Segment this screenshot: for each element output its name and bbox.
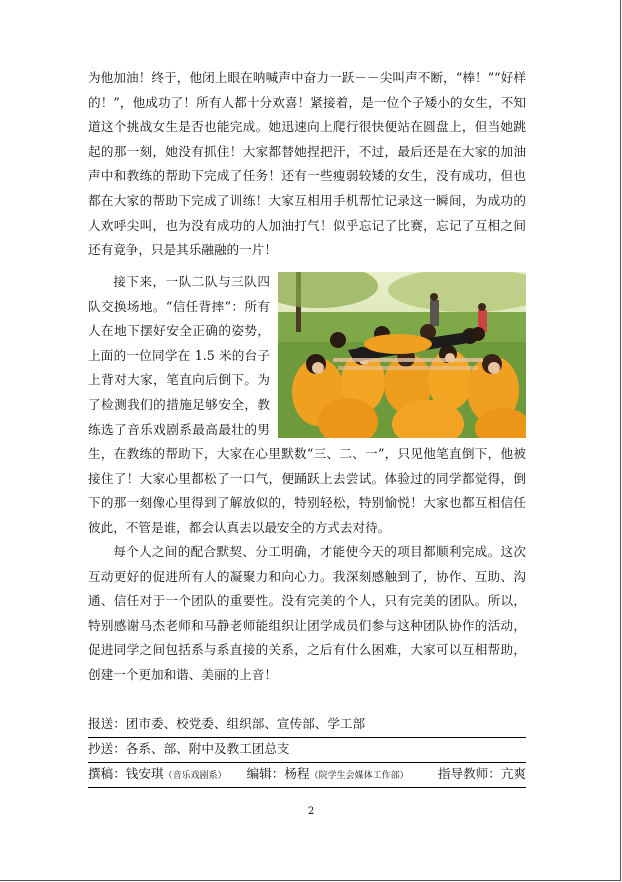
footer-author-dept: （音乐戏剧系） <box>163 771 227 781</box>
footer-report: 报送：团市委、校党委、组织部、宣传部、学工部 <box>88 716 366 731</box>
paragraph-1 <box>88 66 526 263</box>
footer-author: 撰稿：钱安琪 <box>88 766 164 781</box>
footer-editor-dept: （院学生会媒体工作部） <box>309 771 409 781</box>
page-number: 2 <box>307 806 315 817</box>
paragraph-1-text: 为他加油！终于，他闭上眼在呐喊声中奋力一跃－－尖叫声不断，“棒！”“好样的！”，他成功了！所有人都十分欢喜！紧接着，是一位个子矮小的女生，不知道这个挑战女生是否也能完成。她迅速向上爬行很快便站在圆盘上，但当她跳起的那一刻，她没有抓住！大家都替她捏把汗，不过，最后还是在大家的加油声中和教练的帮助下完成了任务！还有一些瘦弱较矮的女生，没有成功，但也都在大家的帮助下完成了训练！大家互相用手机帮忙记录这一瞬间，为成功的人欢呼尖叫，也为没有成功的人加油打气！似乎忘记了比赛，忘记了互相之间还有竟争，只是其乐融融的一片！ <box>88 70 526 258</box>
paragraph-3 <box>88 540 526 688</box>
paragraph-2-section <box>88 270 526 541</box>
footer-copy-row <box>88 738 526 763</box>
footer-editor: 编辑：杨程 <box>246 766 310 781</box>
footer-copy: 抄送：各系、部、附中及教工团总支 <box>88 741 290 756</box>
team-trust-fall-photo <box>278 272 526 438</box>
paragraph-3-text: 每个人之间的配合默契、分工明确，才能使今天的项目都顺利完成。这次互动更好的促进所有人的凝聚力和向心力。我深刻感触到了，协作、互助、沟通、信任对于一个团队的重要性。没有完美的个人，只有完美的团队。所以，特别感谢马杰老师和马静老师能组织让团学成员们参与这种团队协作的活动，促进同学之间包括系与系直接的关系，之后有什么困难，大家可以互相帮助，创建一个更加和谐、美丽的上音！ <box>88 544 526 682</box>
paragraph-2-text: 接下来，一队二队与三队四队交换场地。“信任背摔”：所有人在地下摆好安全正确的姿势，上面的一位同学在 1.5 米的台子上背对大家，笔直向后倒下。为了检测我们的措施足够安全，教练选了音乐戏剧系最高最壮的男生，在教练的帮助下，大家在心里默数“三、二、一”，只见他笔直倒下，他被接住了！大家心里都松了一口气，便踊跃上去尝试。体验过的同学都觉得，倒下的那一刻像心里得到了解放似的，特别轻松，特别愉悦！大家也都互相信任彼此，不管是谁，都会认真去以最安全的方式去对待。 <box>88 274 526 535</box>
footer-credits-row <box>88 763 526 788</box>
footer-report-row <box>88 713 526 738</box>
footer-advisor: 指导教师：亢爽 <box>437 766 526 781</box>
